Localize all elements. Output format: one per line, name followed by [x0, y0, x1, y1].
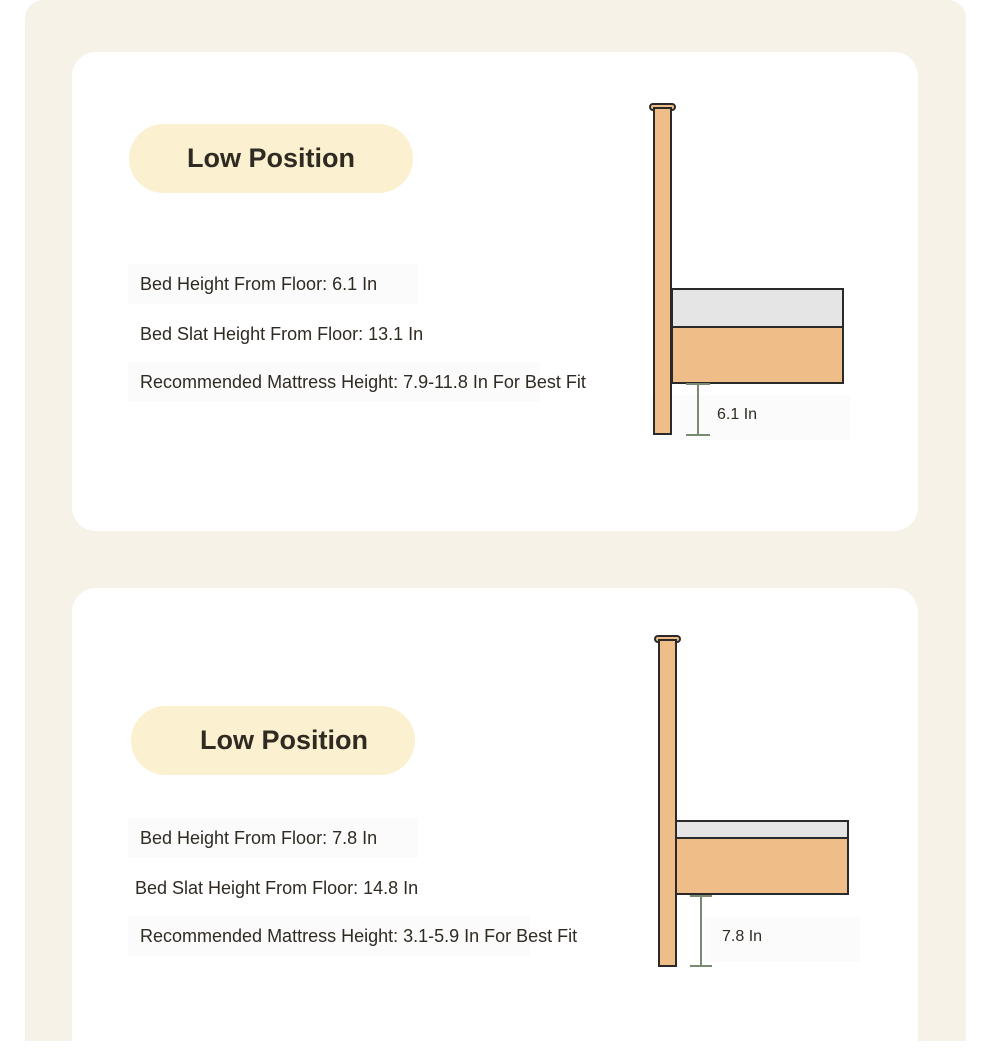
position-title: Low Position: [200, 725, 368, 755]
position-title-pill: [129, 124, 413, 193]
floor-clearance-label: 7.8 In: [722, 928, 763, 945]
bed-height-spec: Bed Height From Floor: 6.1 In: [140, 274, 378, 294]
mattress-height-spec: Recommended Mattress Height: 3.1-5.9 In For Best Fit: [140, 926, 578, 946]
bed-frame-side: [676, 838, 848, 894]
bed-frame-side: [672, 327, 843, 383]
bed-side-diagram: [645, 627, 865, 977]
mattress: [672, 289, 843, 327]
bed-height-spec: Bed Height From Floor: 7.8 In: [140, 828, 378, 848]
position-title-pill: [131, 706, 415, 775]
bed-side-diagram: [640, 95, 860, 445]
slat-height-spec: Bed Slat Height From Floor: 14.8 In: [135, 878, 419, 898]
floor-clearance-label: 6.1 In: [717, 406, 758, 423]
slat-height-spec: Bed Slat Height From Floor: 13.1 In: [140, 324, 424, 344]
position-title: Low Position: [187, 143, 355, 173]
mattress-height-spec: Recommended Mattress Height: 7.9-11.8 In For Best Fit: [140, 372, 586, 392]
headboard-post: [659, 640, 676, 966]
headboard-post: [654, 108, 671, 434]
mattress: [676, 821, 848, 838]
